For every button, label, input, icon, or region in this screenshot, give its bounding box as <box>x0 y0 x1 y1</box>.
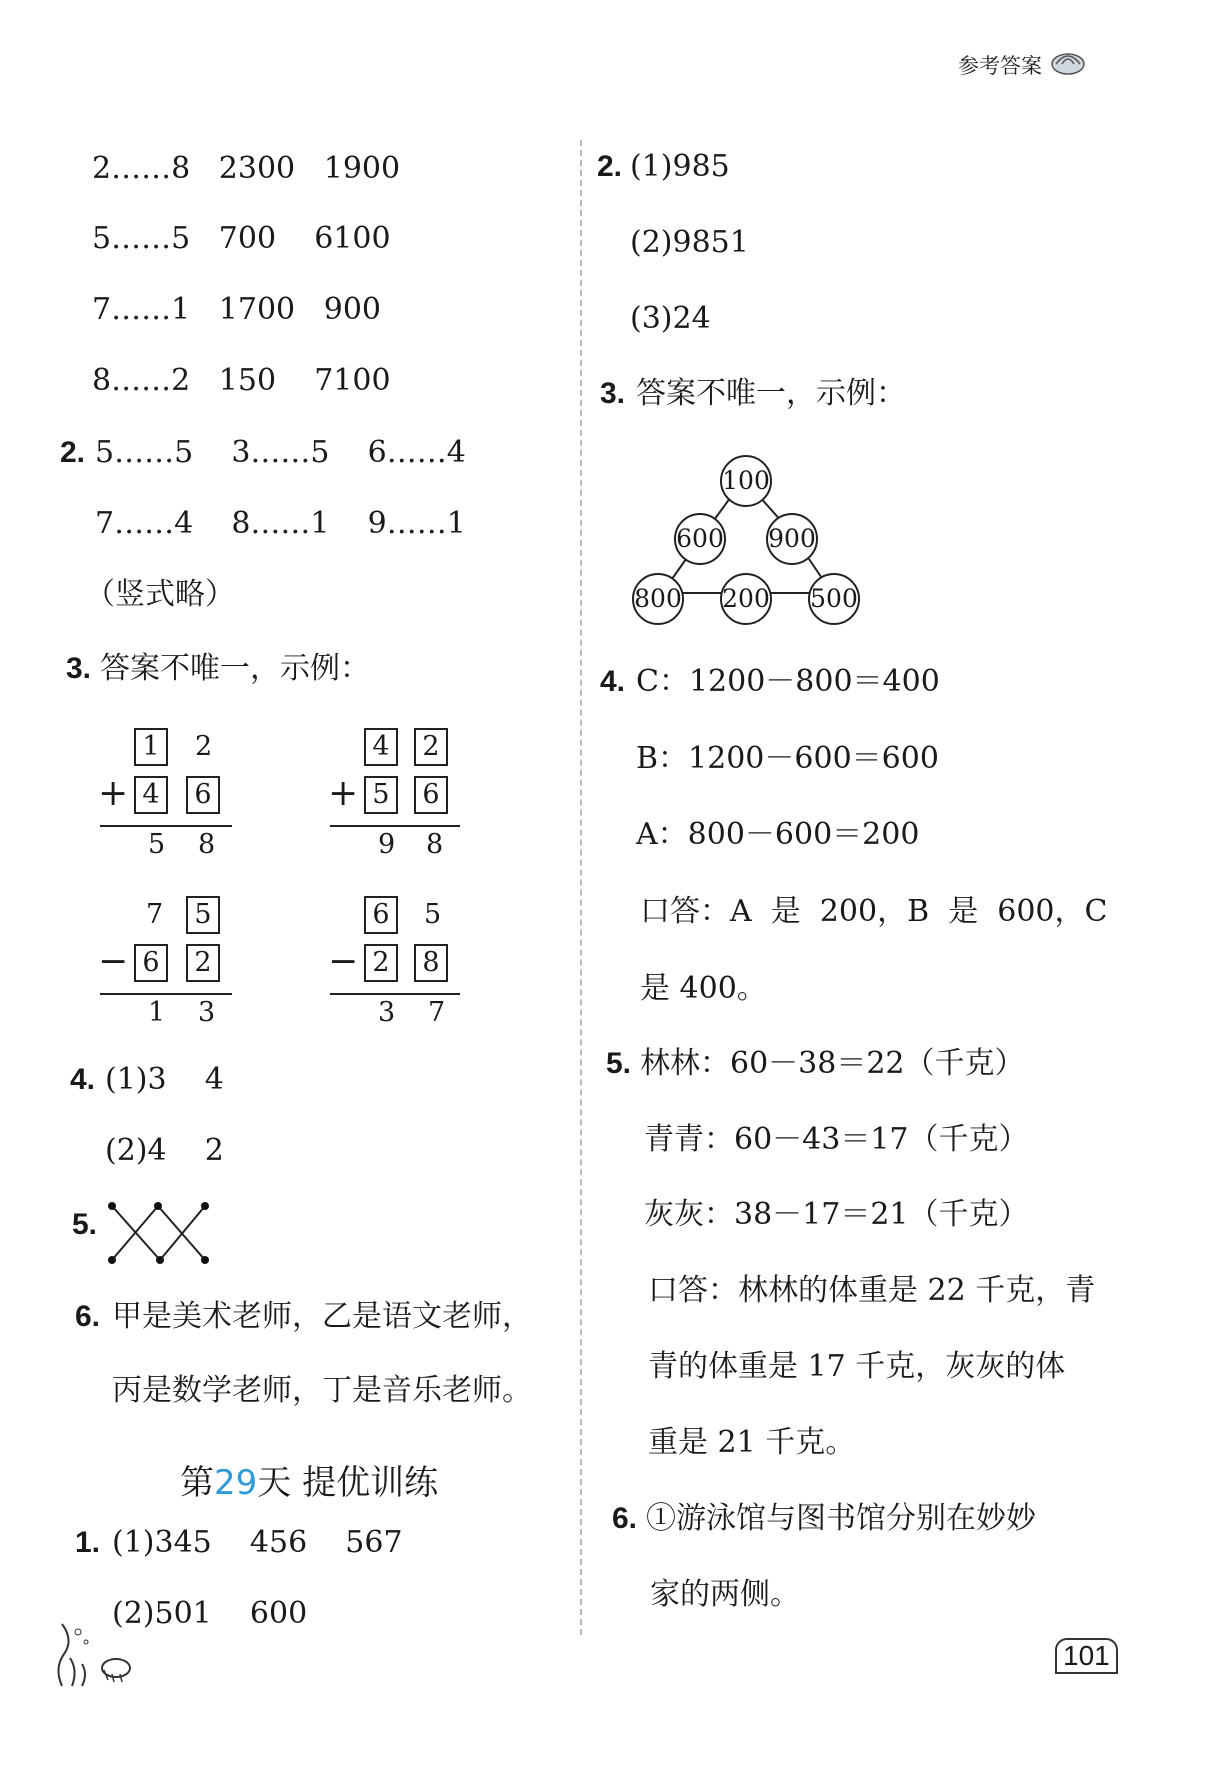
left-q2-row: 5……5 3……5 6……4 <box>95 435 466 470</box>
left-q1-row: 5……5 700 6100 <box>92 221 391 256</box>
right-q2-row: (1)985 <box>630 149 730 184</box>
right-q4-number: 4. <box>600 665 626 698</box>
right-q5-row: 重是 21 千克。 <box>648 1425 856 1460</box>
left-q4-number: 4. <box>70 1063 96 1096</box>
right-q5-row: 口答：林林的体重是 22 千克，青 <box>648 1273 1096 1308</box>
circle-node-bottom-left <box>632 573 684 625</box>
answer-box: 5 <box>364 776 398 814</box>
right-q5-row: 林林：60－38＝22（千克） <box>640 1046 1025 1081</box>
plus-sign: + <box>328 773 359 814</box>
node-value: 900 <box>768 524 816 553</box>
right-q6-number: 6. <box>612 1502 638 1535</box>
digit: 7 <box>428 997 446 1028</box>
plus-sign: + <box>98 773 129 814</box>
left-q6-row: 丙是数学老师，丁是音乐老师。 <box>112 1373 532 1408</box>
answer-box: 4 <box>134 776 168 814</box>
minus-sign: − <box>328 941 359 982</box>
matching-lines-diagram <box>100 1198 220 1268</box>
node-value: 200 <box>722 584 770 613</box>
circle-node-top <box>720 455 772 507</box>
circle-node-bottom-mid <box>720 573 772 625</box>
node-value: 500 <box>810 584 858 613</box>
difference-line <box>100 993 232 995</box>
answer-box: 2 <box>186 944 220 982</box>
digit: 2 <box>195 731 213 762</box>
right-q3-number: 3. <box>600 377 626 410</box>
answer-box: 6 <box>364 896 398 934</box>
right-q4-row: A：800－600＝200 <box>636 817 920 852</box>
digit: 8 <box>426 829 444 860</box>
column-divider <box>580 140 582 1635</box>
node-value: 600 <box>676 524 724 553</box>
left-s1-row: (2)501 600 <box>112 1596 308 1631</box>
right-q2-row: (2)9851 <box>630 225 749 260</box>
sum-line <box>330 825 460 827</box>
difference-line <box>330 993 460 995</box>
answer-box: 1 <box>134 728 168 766</box>
section-title <box>180 1455 438 1504</box>
right-q5-row: 青的体重是 17 千克，灰灰的体 <box>648 1349 1066 1384</box>
right-q2-row: (3)24 <box>630 301 711 336</box>
left-q2-row: 7……4 8……1 9……1 <box>95 506 466 541</box>
digit: 7 <box>146 899 164 930</box>
answer-box: 6 <box>414 776 448 814</box>
answer-box: 2 <box>364 944 398 982</box>
shell-icon <box>1050 48 1086 76</box>
minus-sign: − <box>98 941 129 982</box>
left-q3-text: 答案不唯一，示例： <box>100 651 370 686</box>
right-q6-row: ①游泳馆与图书馆分别在妙妙 <box>646 1501 1036 1536</box>
right-q4-row: 口答：A 是 200，B 是 600，C <box>640 894 1108 929</box>
answer-box: 6 <box>186 776 220 814</box>
answer-box: 8 <box>414 944 448 982</box>
right-q5-number: 5. <box>606 1047 632 1080</box>
digit: 3 <box>198 997 216 1028</box>
sum-line <box>100 825 232 827</box>
left-q2-note: （竖式略） <box>85 577 235 612</box>
answer-box: 5 <box>186 896 220 934</box>
right-q3-text: 答案不唯一，示例： <box>636 376 906 411</box>
section-day-number: 29 <box>214 1463 258 1503</box>
answer-box: 6 <box>134 944 168 982</box>
page-number: 101 <box>1055 1638 1118 1674</box>
header-label: 参考答案 <box>958 54 1042 78</box>
right-q4-row: B：1200－600＝600 <box>636 741 939 776</box>
left-q3-number: 3. <box>66 652 92 685</box>
left-q2-number: 2. <box>60 436 86 469</box>
left-s1-row: (1)345 456 567 <box>112 1525 403 1560</box>
seaweed-fish-decoration-icon <box>48 1618 138 1688</box>
section-prefix: 第 <box>180 1463 214 1503</box>
right-q2-number: 2. <box>597 150 623 183</box>
left-q1-row: 7……1 1700 900 <box>92 292 381 327</box>
node-value: 800 <box>634 584 682 613</box>
digit: 5 <box>148 829 166 860</box>
left-q1-row: 2……8 2300 1900 <box>92 151 401 186</box>
right-q5-row: 青青：60－43＝17（千克） <box>644 1122 1029 1157</box>
digit: 1 <box>148 997 166 1028</box>
right-q4-row: C：1200－800＝400 <box>636 664 940 699</box>
section-suffix: 天 提优训练 <box>257 1463 439 1503</box>
digit: 9 <box>378 829 396 860</box>
digit: 3 <box>378 997 396 1028</box>
left-q4-row: (1)3 4 <box>105 1062 224 1097</box>
digit: 5 <box>424 899 442 930</box>
node-value: 100 <box>722 466 770 495</box>
circle-node-mid-left <box>674 513 726 565</box>
circle-node-mid-right <box>766 513 818 565</box>
answer-box: 4 <box>364 728 398 766</box>
circle-node-bottom-right <box>808 573 860 625</box>
left-q1-row: 8……2 150 7100 <box>92 363 391 398</box>
right-q6-row: 家的两侧。 <box>650 1577 800 1612</box>
left-s1-number: 1. <box>75 1526 101 1559</box>
digit: 8 <box>198 829 216 860</box>
left-q6-row: 甲是美术老师，乙是语文老师， <box>112 1299 532 1334</box>
left-q4-row: (2)4 2 <box>105 1133 224 1168</box>
left-q5-number: 5. <box>72 1208 98 1241</box>
right-q4-row: 是 400。 <box>640 971 767 1006</box>
right-q5-row: 灰灰：38－17＝21（千克） <box>644 1197 1029 1232</box>
left-q6-number: 6. <box>75 1300 101 1333</box>
answer-box: 2 <box>414 728 448 766</box>
